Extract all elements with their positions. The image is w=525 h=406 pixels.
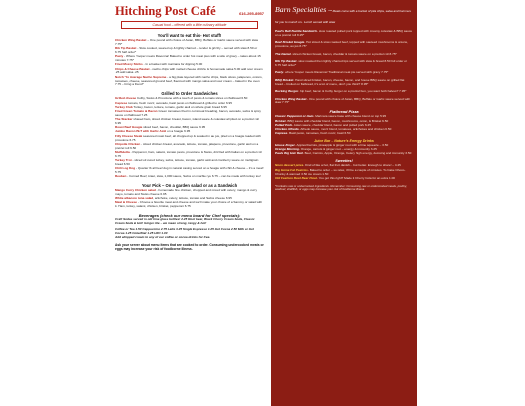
sweeties-heading: Sweeties!	[335, 159, 353, 164]
item-desc: , artichoke, celery, lettuce, tomato and Swiss cheese 6.95	[153, 196, 232, 201]
item-desc: - Apples/Carrots, pineapple & ginger root with a lime squeeze – 3.50	[294, 143, 389, 148]
section-title-hot-stuff: You'll want to eat this- Hot stuff!	[157, 33, 222, 38]
item-name: Pulled Pork	[275, 122, 293, 127]
item-desc: Green tomatoes fried in cornmeal breading, bacon, avocado, swiss & spicy sauce on flatbread 7.25	[115, 108, 261, 117]
menu-item	[115, 201, 264, 209]
item-name: The Daniel	[275, 51, 291, 56]
item-desc: Turkey, bacon, lettuce, tomato, garlic aioli on whole grain bread 6.95	[133, 104, 227, 109]
item-desc: - Choose a favorite meat and cheese and we'll make your choice of a Sammy or salad with it. Ham, turkey, salami, chicken, brisket, pepperoni 6.75	[115, 200, 263, 209]
item-name: White albacore tuna salad	[115, 196, 154, 201]
item-desc: Colby, Swiss & Provolone with a touch of pesto & tomato slices on flatbread 6.50	[137, 96, 248, 101]
item-desc: - Basil pesto, tomatoes, fresh mozz, basil 6.50	[287, 131, 351, 136]
menu-item	[275, 60, 413, 68]
raw-food-footnote: *Contains raw or undercooked ingredients. Remember: Consuming raw or undercooked meats, poultry, seafood, shellfish, or eggs may increase your risk of foodborne illness.	[275, 183, 407, 192]
beverage-line: Craft Sodas served in old time glass bottles! 2.25 Root beer, Black Cherry Cream Soda, Classic Cream Soda & Hot! Ginger Ale – we mean strong, tangy & hot!	[115, 217, 255, 226]
right-menu-column	[271, 0, 417, 406]
item-desc: seasoned roast beef, all chopped up & soaked in au jus, piled on a hoagie loaded with provolone 6.75	[115, 133, 261, 142]
flatbread-pizza-heading: Flatbread Pizza	[329, 109, 359, 115]
item-name: Mango Curry Chicken salad	[115, 188, 156, 193]
item-name: Chili Log Dog	[115, 166, 136, 171]
item-name: Pasty	[275, 70, 284, 75]
item-name: Notch 'Yo Average Nacho Supreme	[115, 74, 167, 79]
item-desc: – One pound with choice of Asian, BBQ, Buffalo or Garlic sauce served with slaw 7.75*	[115, 38, 258, 46]
menu-item	[275, 90, 413, 94]
item-name: Classic Pepperoni or Ham	[275, 114, 314, 119]
juice-bar-heading: Juice Bar – Nature's Energy Drinks	[314, 139, 374, 144]
beverage-line: Coffee or Tea 1.50 Cappuccino 2.75 Latte 3.25 Single Espresso 1.25 Hot Cocoa 2.50 Milk or Hot Cocoa 1.25 Coke/Diet 1.25 H2O 1.00	[115, 226, 254, 235]
item-name: Old Fashion Root Beer Float	[275, 175, 317, 180]
item-desc: - Hot sliced & slow roasted beef, topped with sauteed mushrooms & onions, provolone, au jus 8.75*	[275, 40, 408, 49]
beverage-line: Add whipped cream to any of our coffee or cocoa drinks for free.	[115, 234, 211, 239]
item-desc: - Corned Beef, kraut, slaw, 1,000 sauce, Swiss on marble rye 6.75 – can be made with turkey too!	[127, 174, 261, 179]
item-name: Chicken Wing Basket	[115, 38, 147, 42]
barn-specialties-title: Barn Specialties	[275, 5, 327, 14]
item-desc: - Beet, Carrots, Apple, Orange, Celery high energy, detoxing and immunity 3.50	[302, 151, 412, 156]
item-name: Brisket	[275, 118, 286, 123]
item-name: Turkey Trot	[115, 157, 132, 162]
menu-item	[275, 152, 413, 156]
item-name: Orange Morning	[275, 147, 299, 152]
item-name: Chicken Alfredo	[275, 126, 299, 131]
item-name: Fried Green Tomato & Bacon	[115, 108, 158, 113]
item-desc: - BBQ sauce with cheddar blend, bacon, mushrooms, onion, & Brisket 6.50	[285, 118, 389, 123]
item-name: Meat & Cheese	[115, 200, 138, 205]
item-name: Rib Tip Basket	[115, 46, 137, 51]
item-name: Filly Cheese Steak	[115, 133, 143, 138]
item-desc: - sliced chicken breast, bacon, cheddar & tomato sauce on a pretzel roll 8.75*	[290, 51, 397, 56]
item-desc: - sliced oil cured turkey, swiss, lettuce, tomato, garlic aioli and cranberry sauce on multigrain bread 6.50	[115, 157, 259, 166]
item-name: Chicken Wing Basket	[275, 96, 307, 101]
menu-item	[275, 79, 413, 87]
item-name: Rib Tip Basket	[275, 59, 297, 64]
item-name: Turkey Club	[115, 104, 133, 109]
section-title-sandwiches: Grilled to Order Sandwiches	[161, 91, 218, 97]
item-desc: shaved ham, sliced chicken breast, bacon, island sauce & coleslaw all piled on a pretzel roll 6.95	[115, 117, 259, 125]
flatbread-list	[275, 115, 413, 136]
barn-specialties-heading	[275, 5, 413, 27]
item-desc: - Slow cooked, sauced up & lightly charred – tender & grizzly – served with slaw 8.50 or 6.75 half order*	[115, 46, 258, 55]
item-name: Grilled cheese	[115, 96, 137, 101]
item-desc: - Baked to order – so relax, it'll be a couple of minutes. To Cake Choco-Chunky & warmed 3.50 ice cream 1.50	[275, 167, 406, 176]
item-desc: - Kind of like a hot, flat fruit danish... but better. Enough to share! – 4.25	[303, 163, 401, 168]
menu-item	[275, 98, 413, 106]
phone-number: 616-295-8957	[239, 11, 264, 16]
item-name: Reuben	[115, 174, 127, 179]
menu-item	[275, 41, 413, 49]
item-name: Muffuletta	[115, 149, 130, 154]
menu-item	[275, 177, 413, 181]
item-name: The Stacker	[115, 117, 133, 122]
item-name: Bucking Burger	[275, 89, 299, 94]
item-name: Big Home Fat Pastries	[275, 167, 308, 172]
item-desc: - In a basket with marinara for dipping 5.00	[143, 62, 203, 67]
item-name: Pauls Big Hair Red	[275, 151, 303, 156]
item-desc: on a hoagie 6.95	[167, 129, 191, 134]
hot-stuff-list	[115, 39, 264, 87]
item-name: Noon dessert pizza	[275, 163, 304, 168]
item-desc: - hip beef, bacon & Colby burger on a pretzel bun, you want both halves? 7.95*	[298, 89, 407, 94]
item-name: Chipotle Chicken	[115, 141, 141, 146]
menu-item	[275, 132, 413, 136]
specialties-list	[275, 30, 413, 105]
menu-item	[275, 30, 413, 38]
brand-title: Hitching Post Café	[115, 4, 216, 18]
item-desc: - Hand sliced brisket, bacon, cheese, bacon, and house BBQ sauce on grilled flat bread – broiled on flatbread, it's a lot of menu, don't you think? 8.95*	[275, 77, 405, 86]
section-title-your-pick: Your Pick – On a garden salad or as a Sandwich	[141, 183, 238, 189]
sweeties-list	[275, 164, 413, 180]
item-name: House Zinger	[275, 143, 295, 148]
item-desc: - slow roasted then lightly charred tips served with slaw & bread 8.50 full order or 6.75 half order*	[275, 59, 408, 68]
item-name: BBQ Brisket	[275, 77, 294, 82]
header	[115, 5, 264, 18]
menu-item	[115, 76, 264, 88]
item-desc: - Alfredo sauce, mozz blend, tomatoes, artichokes and chicken 6.50	[298, 126, 392, 131]
tagline-box: Casual food – offered with a little culinary attitude	[121, 21, 258, 29]
item-desc: - Quarter lb all beef dog in natural casing served on a hoagie with chili & cheese – it's a meal! 5.75	[115, 166, 264, 174]
item-desc: - Asian sauce, cheddar blend, bacon and pulled pork 6.25	[292, 122, 371, 127]
item-name: Paul's Belt Buckle Sandwich	[275, 29, 317, 34]
item-name: Beef Brisket Hoagie	[275, 40, 305, 45]
item-desc: - slow roasted pulled pork topped with creamy coleslaw & BBQ sauce on a pretzel roll 8.25*	[275, 29, 413, 38]
item-name: Caprese	[115, 100, 128, 105]
your-pick-list	[115, 189, 264, 209]
item-name: Roast Beef Hoagie	[115, 125, 143, 130]
item-desc: - homemade fine chicken, chopped and mixed with celery, mango & curry mayo, tomato and Swiss cheese 6.95	[115, 188, 257, 196]
item-desc: - Pepperoni, ham, salami, tomato pesto, provolone & Swiss, drizzled with Italian on a pretzel roll 6.75	[115, 149, 262, 158]
item-desc: – One pound with choice of Asian, BBQ, Buffalo or Garlic sauce served with slaw 7.75*	[275, 96, 411, 105]
food-safety-notice: Ask your server about menu items that are cooked to order. Consuming undercooked meats or eggs may increase your risk of foodborne illness.	[115, 242, 264, 251]
barn-specialties-note: *** Meals come with a bucket of pita chips, salsa and hummus for you to munch on.. Lunch served with slaw	[275, 9, 411, 24]
section-title-beverages: Beverages (check our menu board for Chef specials):	[138, 213, 241, 219]
item-desc: tomato, fresh mozz, avocado, basil pesto on flatbread & grilled to order 6.95	[128, 100, 232, 105]
item-desc: - nacho chips with melted cheese drizzle & homemade salsa 5.00 add sour cream .25 add salsa .25	[115, 66, 263, 75]
item-desc: sliced beef, bacon, cheddar, BBQ sauce 6.95	[143, 125, 206, 130]
sandwich-list	[115, 97, 264, 179]
menu-item	[115, 175, 264, 179]
item-desc: - where Yooper meets Ravenna! Traditional meat pie served with gravy 7.75*	[283, 70, 389, 75]
item-desc: - a big plate layered with nacho chips, black olives, jalapenos, onions, tomatoes, cheese, seasoned ground beef, flavored with mango salsa and sour cream – baked in the oven 7.75 – bring a friend*	[115, 74, 263, 87]
item-desc: - sliced chicken breast, avocado, lettuce, tomato, jalapeno, provolone, garlic aioli on a pretzel roll 6.50	[115, 141, 259, 150]
item-desc: - Marinara sauce base with cheese blend on top 5.95	[313, 114, 387, 119]
item-name: Pasty	[115, 54, 124, 59]
item-name: Chips & Cheese Basket	[115, 66, 150, 71]
item-desc: - Orange, carrots & ginger root – energy & immunity 3.25	[298, 147, 377, 152]
beverage-list	[115, 218, 264, 240]
item-desc: - Where Yooper meets Ravenna! Baked to order hot meat pies with a side of gravy – takes about 15 minutes 7.75*	[115, 54, 261, 63]
item-name: Caprese	[275, 131, 288, 136]
item-name: Fried Mozzy Sticks	[115, 62, 143, 67]
juice-list	[275, 144, 413, 156]
item-desc: - You got this right? Made it Cherry Cola for an extra 1.00	[316, 175, 396, 180]
left-menu-column	[110, 0, 268, 406]
menu-item	[275, 53, 413, 57]
item-name: Jumbo Bacon BLT with Garlic Aioli	[115, 129, 167, 134]
